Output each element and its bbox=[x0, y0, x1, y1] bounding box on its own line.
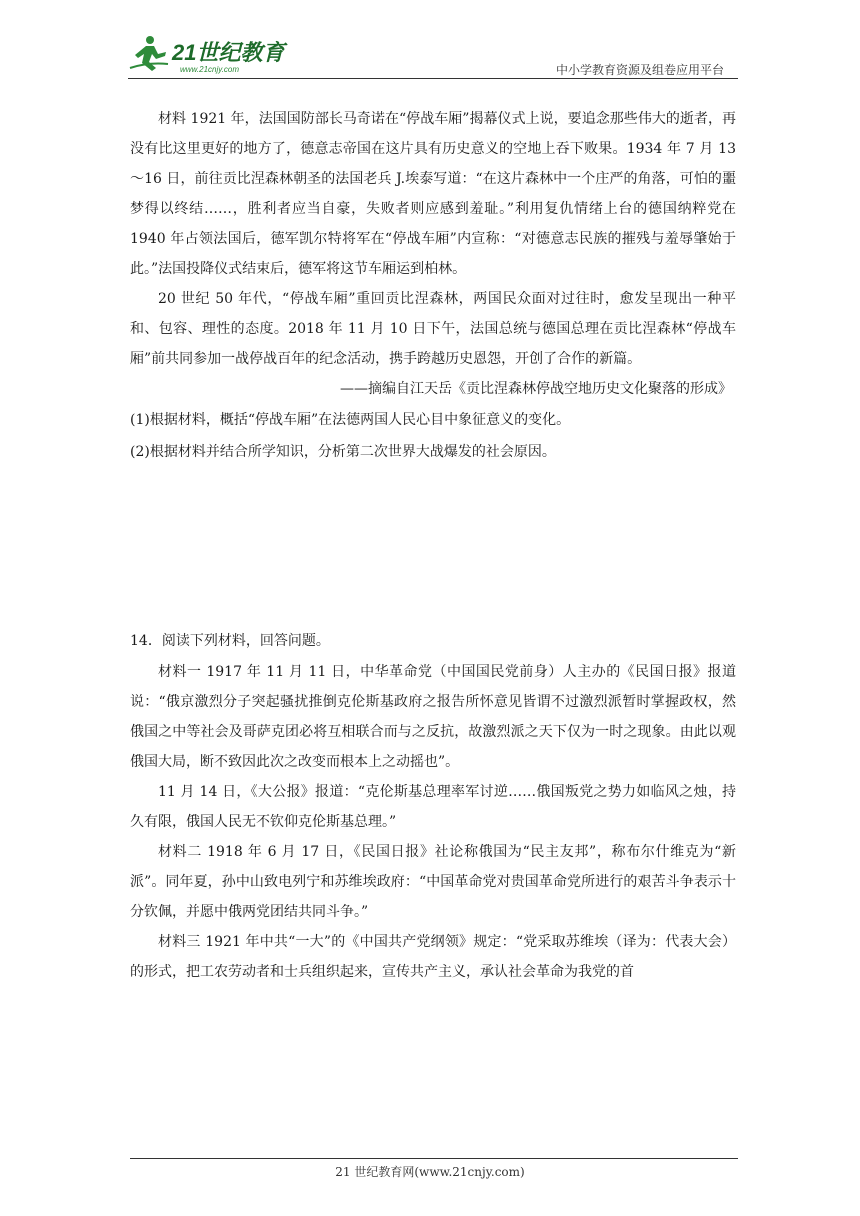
q13-material-paragraph-1: 材料 1921 年，法国国防部长马奇诺在“停战车厢”揭幕仪式上说，要追念那些伟大的逝者，再没有比这里更好的地方了，德意志帝国在这片具有历史意义的空地上吞下败果。1934 年 7 月 13～16 日，前往贡比涅森林朝圣的法国老兵 J.埃泰写道：“在这片森林中一个庄严的角落，可怕的噩梦得以终结……，胜利者应当自豪，失败者则应感到羞耻。”利用复仇情绪上台的德国纳粹党在 1940 年占领法国后，德军凯尔特将军在“停战车厢”内宣称：“对德意志民族的摧残与羞辱肇始于此。”法国投降仪式结束后，德军将这节车厢运到柏林。 bbox=[130, 111, 736, 277]
svg-text:www.21cnjy.com: www.21cnjy.com bbox=[180, 65, 239, 74]
page-footer: 21 世纪教育网(www.21cnjy.com) bbox=[335, 1165, 525, 1179]
q14-material-1-continued: 11 月 14 日，《大公报》报道：“克伦斯基总理率军讨逆……俄国叛党之势力如临风之烛，持久有限，俄国人民无不钦仰克伦斯基总理。” bbox=[130, 784, 736, 830]
page-header bbox=[128, 30, 738, 80]
header-divider bbox=[128, 78, 738, 79]
q13-material-paragraph-2: 20 世纪 50 年代，“停战车厢”重回贡比涅森林，两国民众面对过往时，愈发呈现出一种平和、包容、理性的态度。2018 年 11 月 10 日下午，法国总统与德国总理在贡比涅森林“停战车厢”前共同参加一战停战百年的纪念活动，携手跨越历史恩怨，开创了合作的新篇。 bbox=[130, 291, 736, 367]
q14-stem: 14．阅读下列材料，回答问题。 bbox=[130, 633, 330, 649]
q13-source-citation: ——摘编自江天岳《贡比涅森林停战空地历史文化聚落的形成》 bbox=[340, 381, 732, 397]
header-title: 中小学教育资源及组卷应用平台 bbox=[555, 63, 724, 77]
site-logo bbox=[128, 34, 298, 76]
footer-divider bbox=[130, 1158, 738, 1159]
q13-subquestion-1: (1)根据材料，概括“停战车厢”在法德两国人民心目中象征意义的变化。 bbox=[130, 412, 571, 428]
q13-subquestion-2: (2)根据材料并结合所学知识，分析第二次世界大战爆发的社会原因。 bbox=[130, 444, 556, 460]
q14-material-1: 材料一 1917 年 11 月 11 日，中华革命党（中国国民党前身）人主办的《民国日报》报道说：“俄京激烈分子突起骚扰推倒克伦斯基政府之报告所怀意见皆谓不过激烈派暂时掌握政权，然俄国之中等社会及哥萨克团必将互相联合而与之反抗，故激烈派之天下仅为一时之现象。由此以观俄国大局，断不致因此次之改变而根本上之动摇也”。 bbox=[130, 664, 736, 770]
q14-material-3: 材料三 1921 年中共“一大”的《中国共产党纲领》规定：“党采取苏维埃（译为：代表大会）的形式，把工农劳动者和士兵组织起来，宣传共产主义，承认社会革命为我党的首 bbox=[130, 934, 736, 980]
q14-material-2: 材料二 1918 年 6 月 17 日，《民国日报》社论称俄国为“民主友邦”，称布尔什维克为“新派”。同年夏，孙中山致电列宁和苏维埃政府：“中国革命党对贵国革命党所进行的艰苦斗争表示十分钦佩，并愿中俄两党团结共同斗争。” bbox=[130, 844, 736, 920]
answer-space bbox=[130, 468, 736, 625]
svg-text:21世纪教育: 21世纪教育 bbox=[172, 40, 285, 65]
page-content bbox=[130, 104, 736, 987]
